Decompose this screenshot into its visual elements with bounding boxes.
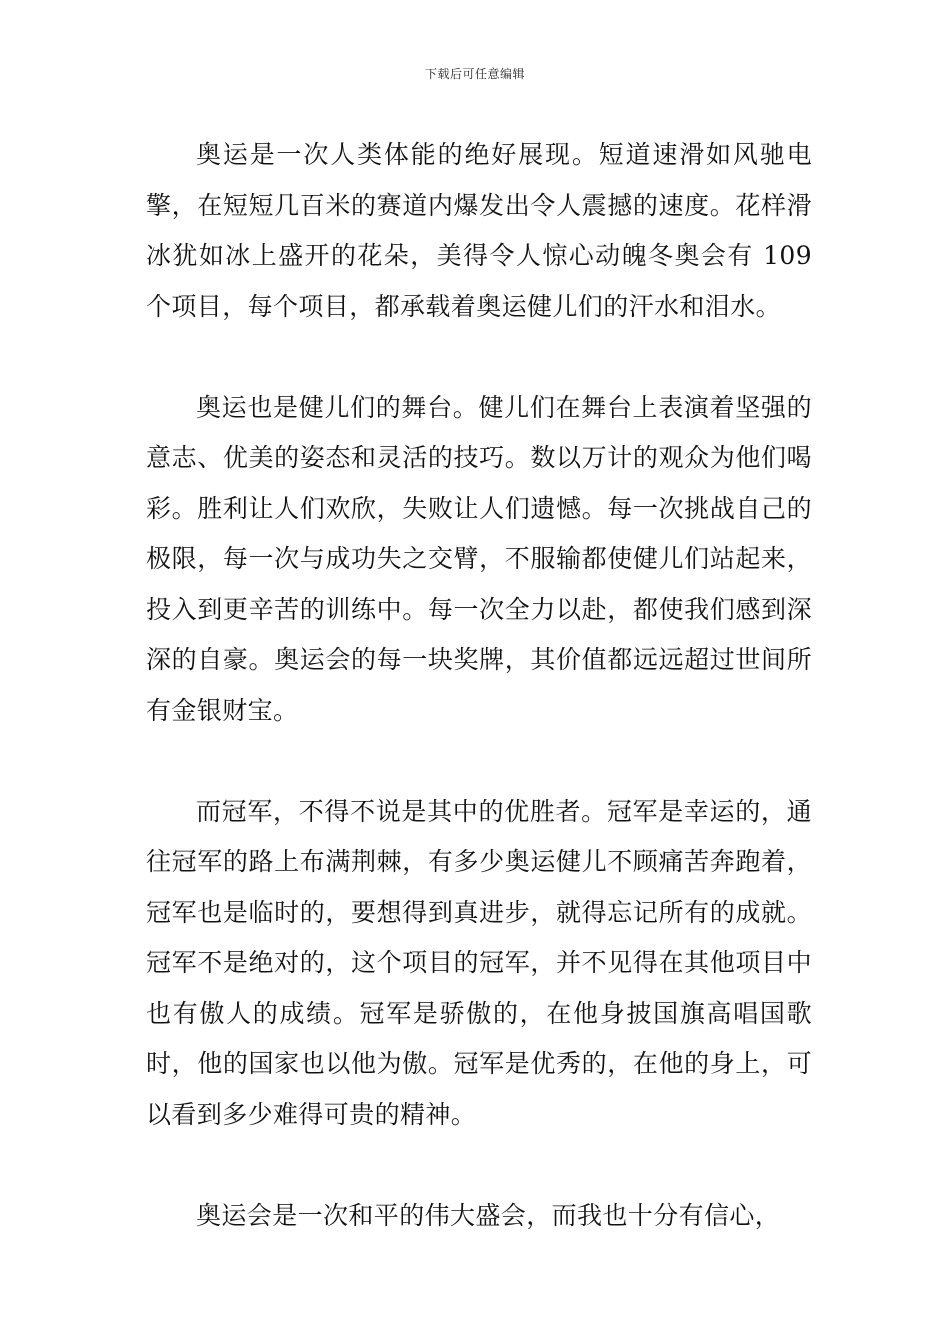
paragraph-1: 奥运是一次人类体能的绝好展现。短道速滑如风驰电擎，在短短几百米的赛道内爆发出令人震撼的速度。花样滑冰犹如冰上盛开的花朵，美得令人惊心动魄冬奥会有 109 个项目，每个项目，都承载着奥运健儿们的汗水和泪水。 <box>146 140 812 321</box>
paragraph-4: 奥运会是一次和平的伟大盛会，而我也十分有信心， <box>196 1200 781 1230</box>
paragraph-3: 而冠军，不得不说是其中的优胜者。冠军是幸运的，通往冠军的路上布满荆棘，有多少奥运健儿不顾痛苦奔跑着，冠军也是临时的，要想得到真进步，就得忘记所有的成就。冠军不是绝对的，这个项目的冠军，并不见得在其他项目中也有傲人的成绩。冠军是骄傲的，在他身披国旗高唱国歌时，他的国家也以他为傲。冠军是优秀的，在他的身上，可以看到多少难得可贵的精神。 <box>146 796 812 1129</box>
document-body <box>146 130 812 1241</box>
paragraph-2: 奥运也是健儿们的舞台。健儿们在舞台上表演着坚强的意志、优美的姿态和灵活的技巧。数以万计的观众为他们喝彩。胜利让人们欢欣，失败让人们遗憾。每一次挑战自己的极限，每一次与成功失之交臂，不服输都使健儿们站起来，投入到更辛苦的训练中。每一次全力以赴，都使我们感到深深的自豪。奥运会的每一块奖牌，其价值都远远超过世间所有金银财宝。 <box>146 392 812 725</box>
page-header: 下载后可任意编辑 <box>424 67 525 81</box>
